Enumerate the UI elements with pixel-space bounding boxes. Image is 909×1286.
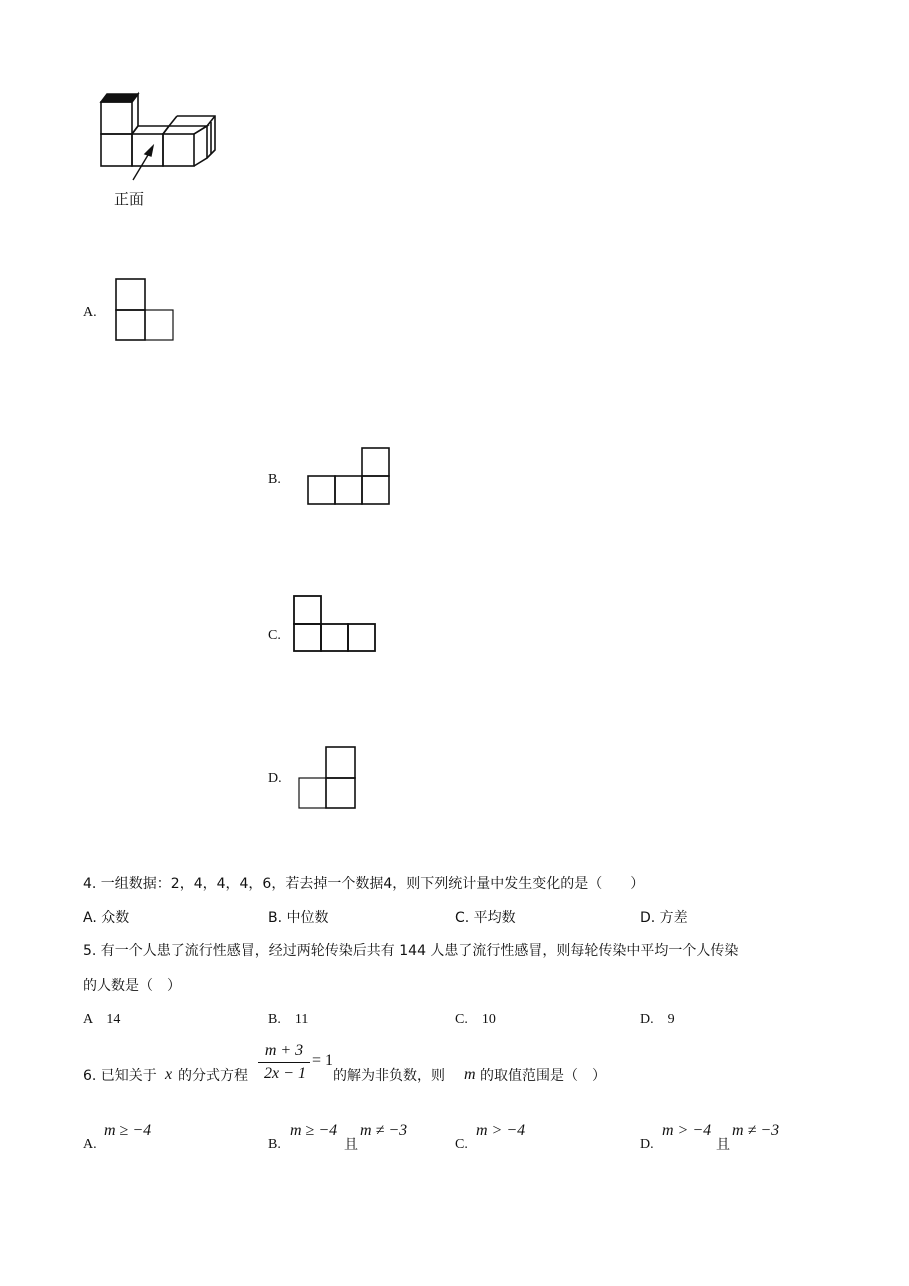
- q6-option-d-label: D.: [640, 1137, 654, 1152]
- q4-option-a: A. 众数: [83, 910, 130, 926]
- q3-option-a-shape: [115, 278, 177, 342]
- q6-option-b-expr: m ≥ −4: [290, 1122, 338, 1139]
- q4-option-b: B. 中位数: [268, 910, 329, 926]
- q5-option-b: B. 11: [268, 1012, 309, 1027]
- q3-option-d-label: D.: [268, 771, 282, 786]
- q4-option-d: D. 方差: [640, 910, 688, 926]
- q5-option-d: D. 9: [640, 1012, 675, 1027]
- q6-option-a-expr: m ≥ −4: [104, 1122, 152, 1139]
- q6-option-d-join: 且: [716, 1137, 730, 1153]
- q6-stem-mid: 的分式方程: [178, 1068, 248, 1084]
- q6-stem-end: 的取值范围是（ ）: [480, 1068, 606, 1084]
- q6-fraction-numerator: m + 3: [264, 1042, 304, 1059]
- q4-option-c: C. 平均数: [455, 910, 516, 926]
- q6-option-c-label: C.: [455, 1137, 468, 1152]
- q3-option-a-label: A.: [83, 305, 97, 320]
- q6-option-b-join: 且: [344, 1137, 358, 1153]
- q5-stem-line2: 的人数是（ ）: [83, 978, 181, 994]
- q6-stem-prefix: 6. 已知关于: [83, 1068, 157, 1084]
- q3-option-b-shape: [307, 447, 393, 507]
- q6-option-d-expr: m > −4: [662, 1122, 712, 1139]
- q3-option-d-shape: [297, 745, 359, 811]
- q6-fraction-bar: [258, 1062, 310, 1063]
- q6-stem-post: 的解为非负数，则: [333, 1068, 445, 1084]
- q4-stem: 4. 一组数据：2，4，4，4，6，若去掉一个数据4，则下列统计量中发生变化的是（ ）: [83, 876, 645, 892]
- q5-option-c: C. 10: [455, 1012, 496, 1027]
- q3-option-c-shape: [292, 594, 378, 654]
- q3-option-c-label: C.: [268, 628, 281, 643]
- q5-option-a: A 14: [83, 1012, 121, 1027]
- q6-var-x: x: [165, 1066, 173, 1083]
- q3-option-b-label: B.: [268, 472, 281, 487]
- q6-option-b-expr2: m ≠ −3: [360, 1122, 408, 1139]
- q6-option-a-label: A.: [83, 1137, 97, 1152]
- q6-option-d-expr2: m ≠ −3: [732, 1122, 780, 1139]
- cube-stack-figure: [95, 88, 225, 178]
- q5-stem-line1: 5. 有一个人患了流行性感冒，经过两轮传染后共有 144 人患了流行性感冒，则每轮传染中平均一个人传染: [83, 943, 739, 959]
- q6-option-c-expr: m > −4: [476, 1122, 526, 1139]
- q6-var-m: m: [464, 1066, 476, 1083]
- front-view-label: 正面: [114, 190, 145, 208]
- q6-fraction-denominator: 2x − 1: [264, 1065, 306, 1082]
- q6-fraction-equals: = 1: [312, 1052, 334, 1069]
- q6-option-b-label: B.: [268, 1137, 281, 1152]
